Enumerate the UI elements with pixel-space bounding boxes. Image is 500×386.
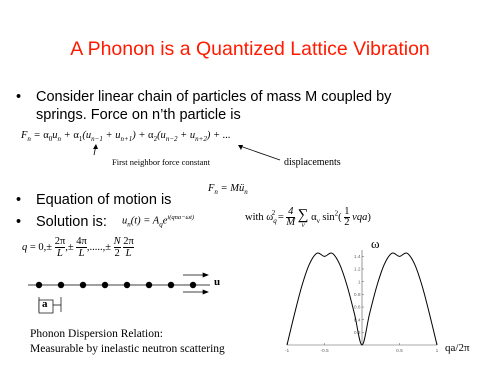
y-tick-label: 0.4	[353, 318, 361, 324]
first-neighbor-label: First neighbor force constant	[112, 157, 210, 167]
dispersion-caption-line1: Phonon Dispersion Relation:	[30, 328, 163, 340]
q-values: q = 0,± $\frac{2\pi}{L}$ ,± $\frac{4\pi}{L}$ ,.....,± $\frac{N}{2}$ $\frac{2\pi}{L}$	[22, 236, 134, 259]
bullet-dot: •	[16, 214, 22, 230]
dispersion-formula: with $\omega_q^2$ = $\frac{4}{M}$ ∑ ν $\alpha_\nu$ $\sin^2$( $\frac{1}{2}$ νqa)	[245, 206, 371, 229]
bullet-dot: •	[16, 192, 22, 208]
y-tick-label: 0.2	[353, 330, 361, 336]
solution-equation: $u_n(t) = A_qe^{i(qna-\omega t)}$	[122, 214, 195, 229]
y-tick-label: 1.4	[353, 254, 361, 260]
y-tick-label: 1.2	[353, 267, 361, 273]
y-tick-label: 0.6	[353, 305, 361, 311]
page-title: A Phonon is a Quantized Lattice Vibration	[70, 38, 430, 60]
equation-of-motion: $F_n$ = $Mü_n$	[208, 183, 248, 197]
x-tick-label: 1	[435, 349, 439, 354]
qa-axis-label: qa/2π	[445, 342, 470, 354]
x-tick-label: -0.5	[320, 349, 329, 354]
dispersion-caption-line2: Measurable by inelastic neutron scattering	[30, 343, 225, 355]
x-tick-label: 0.5	[396, 349, 403, 354]
displacements-label: displacements	[284, 157, 341, 168]
lattice-spacing-a-label: a	[42, 298, 48, 310]
bullet-text: Equation of motion is	[36, 192, 172, 208]
bullet-text: Solution is:	[36, 214, 107, 230]
omega-axis-label: ω	[371, 236, 380, 251]
y-tick-label: 0.8	[353, 292, 361, 298]
x-tick-label: -1	[284, 349, 290, 354]
force-equation: $F_n = \alpha_0u_n + \alpha_1(u_{n-1} + u_{n+1}) + \alpha_2(u_{n-2} + u_{n+2})$ + ...	[21, 130, 231, 144]
bullet-text-line1: Consider linear chain of particles of mass M coupled by	[36, 89, 392, 105]
bullet-text-line2: springs. Force on n’th particle is	[36, 107, 241, 123]
y-tick-label: 1	[357, 280, 361, 286]
displacement-u-label: u	[214, 276, 221, 288]
bullet-dot: •	[16, 89, 22, 105]
